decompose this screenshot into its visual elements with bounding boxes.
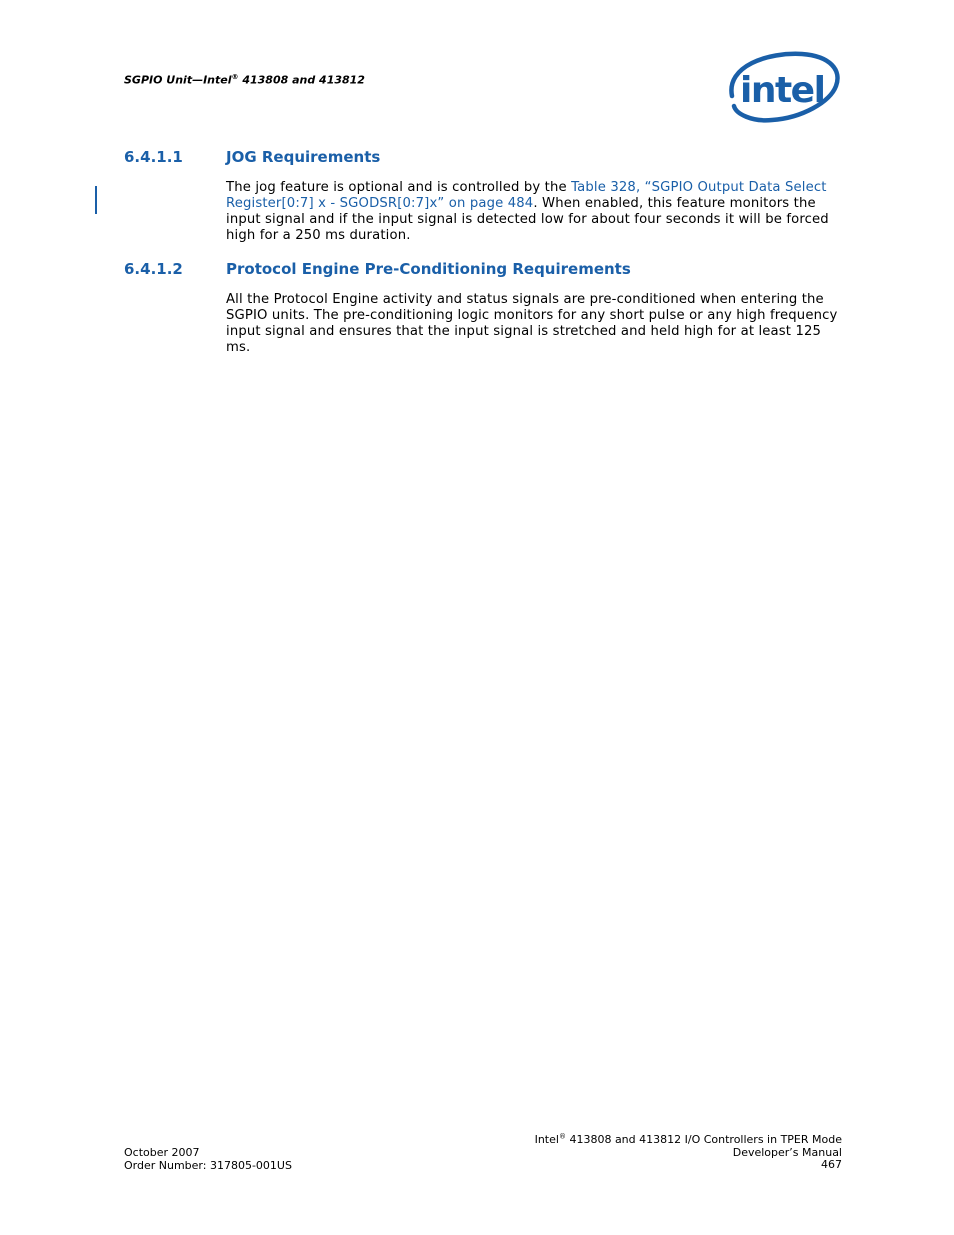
- page-number: 467: [821, 1158, 842, 1171]
- protocol-engine-paragraph: All the Protocol Engine activity and status signals are pre-conditioned when entering the SGPIO units. The pre-conditioning logic monitors for any short pulse or any high frequency input signal and ensures that the input signal is stretched and held high for at least 125 ms.: [226, 292, 838, 355]
- footer-order-number: Order Number: 317805-001US: [124, 1158, 292, 1172]
- logo-wordmark: intel: [740, 70, 825, 111]
- intel-logo: [724, 48, 842, 128]
- table-328-link[interactable]: Table 328, “SGPIO Output Data Select Register[0:7] x - SGODSR[0:7]x” on page 484: [226, 180, 827, 211]
- change-bar: [95, 186, 97, 214]
- section-title: Protocol Engine Pre-Conditioning Requirements: [226, 260, 631, 278]
- running-header: SGPIO Unit—Intel® 413808 and 413812: [124, 73, 365, 87]
- section-heading-jog: [124, 148, 844, 168]
- section-heading-protocol-engine: [124, 260, 844, 280]
- section-number: 6.4.1.2: [124, 260, 183, 278]
- section-title: JOG Requirements: [226, 148, 381, 166]
- section-number: 6.4.1.1: [124, 148, 183, 166]
- footer-right: [535, 1134, 842, 1172]
- footer-left: [124, 1147, 292, 1172]
- jog-paragraph: The jog feature is optional and is controlled by the Table 328, “SGPIO Output Data Select Register[0:7] x - SGODSR[0:7]x” on page 484. When enabled, this feature monitors the input signal and if the input signal is detected low for about four seconds it will be forced high for a 250 ms duration.: [226, 180, 829, 243]
- footer-date: October 2007: [124, 1146, 200, 1159]
- footer-product: Intel® 413808 and 413812 I/O Controllers in TPER Mode: [534, 1132, 842, 1146]
- footer-manual: Developer’s Manual: [732, 1145, 842, 1159]
